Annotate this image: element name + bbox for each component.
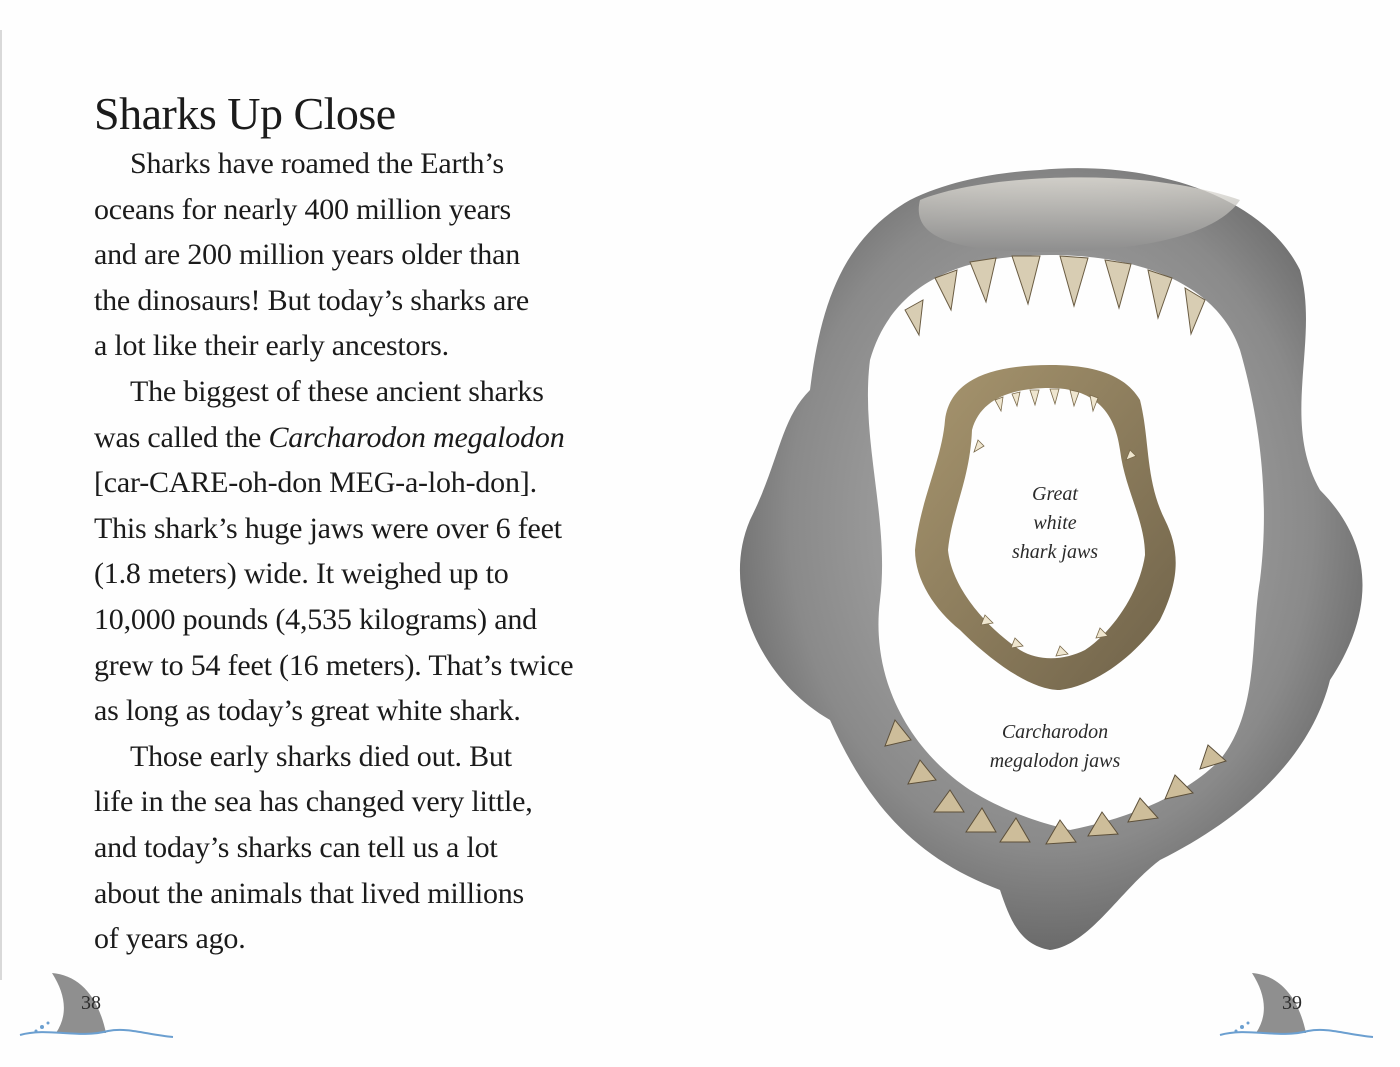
great-white-caption — [985, 480, 1125, 567]
text-line: of years ago. — [94, 922, 246, 956]
text-line: as long as today’s great white shark. — [94, 694, 521, 728]
text-line: the dinosaurs! But today’s sharks are — [94, 283, 530, 317]
text-line: a lot like their early ancestors. — [94, 329, 449, 363]
text-line: (1.8 meters) wide. It weighed up to — [94, 557, 509, 591]
page-number: 39 — [1282, 992, 1302, 1014]
text-line: oceans for nearly 400 million years — [94, 192, 512, 226]
text-line: 10,000 pounds (4,535 kilograms) and — [94, 602, 537, 636]
text-line: grew to 54 feet (16 meters). That’s twice — [94, 648, 574, 682]
page-title: Sharks Up Close — [94, 88, 396, 139]
species-name: Carcharodon megalodon — [268, 420, 565, 454]
caption-line: white — [1033, 512, 1077, 534]
text-line: Those early sharks died out. But — [130, 739, 512, 773]
text-line: and are 200 million years older than — [94, 238, 520, 272]
caption-line: shark jaws — [1011, 541, 1099, 563]
text-line: [car-CARE-oh-don MEG-a-loh-don]. — [94, 466, 537, 500]
body-text — [94, 141, 634, 962]
text-line: about the animals that lived millions — [94, 876, 525, 910]
caption-line: Carcharodon — [1001, 721, 1109, 743]
text-line: life in the sea has changed very little, — [94, 785, 533, 819]
text-line: This shark’s huge jaws were over 6 feet — [94, 511, 562, 545]
text-line: The biggest of these ancient sharks — [130, 374, 544, 408]
page-gutter-line — [0, 30, 2, 980]
text-line — [94, 415, 634, 461]
text-span: was called the — [94, 420, 269, 454]
caption-line: Great — [1032, 483, 1078, 505]
text-line: Sharks have roamed the Earth’s — [130, 147, 504, 180]
page-number: 38 — [81, 992, 101, 1014]
text-line: and today’s sharks can tell us a lot — [94, 830, 498, 864]
caption-line: megalodon jaws — [989, 750, 1121, 772]
megalodon-caption — [960, 718, 1150, 776]
